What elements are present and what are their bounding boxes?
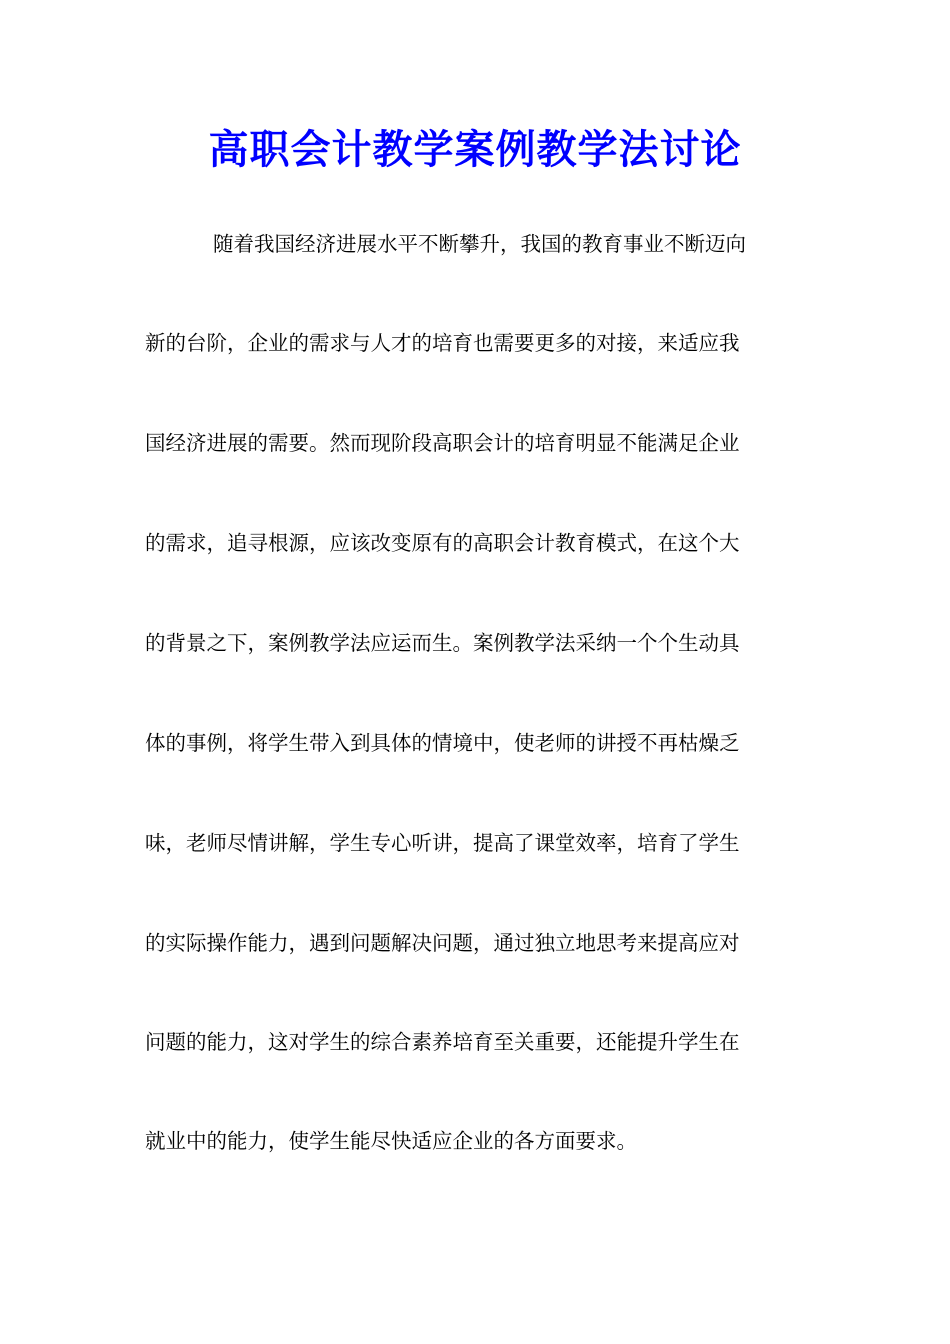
document-title: 高职会计教学案例教学法讨论 bbox=[208, 126, 742, 173]
paragraph-line-4: 的需求，追寻根源，应该改变原有的高职会计教育模式，在这个大 bbox=[145, 531, 740, 555]
paragraph-line-6: 体的事例，将学生带入到具体的情境中，使老师的讲授不再枯燥乏 bbox=[145, 731, 740, 755]
paragraph-line-1: 随着我国经济进展水平不断攀升，我国的教育事业不断迈向 bbox=[213, 232, 746, 256]
paragraph-line-7: 味，老师尽情讲解，学生专心听讲，提高了课堂效率，培育了学生 bbox=[145, 831, 740, 855]
paragraph-line-9: 问题的能力，这对学生的综合素养培育至关重要，还能提升学生在 bbox=[145, 1030, 740, 1054]
paragraph-line-3: 国经济进展的需要。然而现阶段高职会计的培育明显不能满足企业 bbox=[145, 431, 740, 455]
paragraph-line-2: 新的台阶，企业的需求与人才的培育也需要更多的对接，来适应我 bbox=[145, 331, 740, 355]
paragraph-line-5: 的背景之下，案例教学法应运而生。案例教学法采纳一个个生动具 bbox=[145, 631, 740, 655]
paragraph-line-10: 就业中的能力，使学生能尽快适应企业的各方面要求。 bbox=[145, 1129, 637, 1153]
paragraph-line-8: 的实际操作能力，遇到问题解决问题，通过独立地思考来提高应对 bbox=[145, 931, 740, 955]
